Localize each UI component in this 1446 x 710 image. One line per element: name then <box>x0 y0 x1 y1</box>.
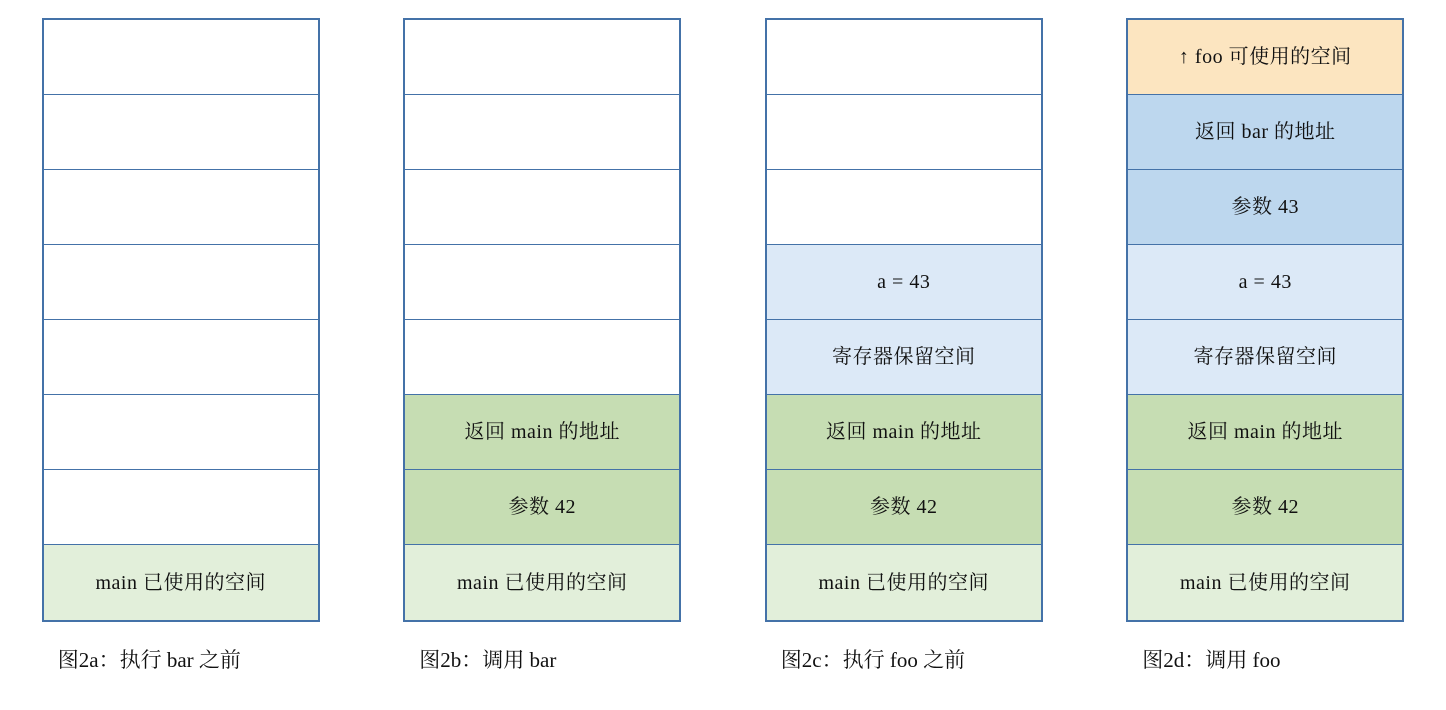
stack-cell <box>44 20 318 95</box>
stack-cell <box>44 245 318 320</box>
stack-cell <box>44 170 318 245</box>
stack-cell <box>405 245 679 320</box>
stack-cell <box>44 470 318 545</box>
panel-caption-fig2a: 图2a：执行 bar 之前 <box>57 648 241 672</box>
stack-cell-return-address: 返回 main 的地址 <box>1128 395 1402 470</box>
stack-frame-fig2c <box>765 18 1043 622</box>
stack-cell-foo-available-space: ↑ foo 可使用的空间 <box>1128 20 1402 95</box>
stack-frame-fig2b <box>403 18 681 622</box>
stack-cell <box>405 320 679 395</box>
stack-cell-argument-43: 参数 43 <box>1128 170 1402 245</box>
stack-cell <box>767 95 1041 170</box>
stack-frame-fig2d <box>1126 18 1404 622</box>
panel-caption-fig2c: 图2c：执行 foo 之前 <box>780 648 966 672</box>
stack-cell <box>405 20 679 95</box>
stack-panel-fig2d <box>1085 0 1446 710</box>
stack-panel-fig2b <box>362 0 724 710</box>
stack-cell-argument: 参数 42 <box>405 470 679 545</box>
stack-cell <box>44 95 318 170</box>
panel-caption-fig2d: 图2d：调用 foo <box>1142 648 1281 672</box>
stack-cell-main-used: main 已使用的空间 <box>767 545 1041 620</box>
stack-cell-local-variable: a = 43 <box>767 245 1041 320</box>
panel-caption-fig2b: 图2b：调用 bar <box>419 648 557 672</box>
stack-cell <box>44 320 318 395</box>
stack-cell-return-address: 返回 main 的地址 <box>767 395 1041 470</box>
stack-cell-return-address-bar: 返回 bar 的地址 <box>1128 95 1402 170</box>
stack-cell-argument: 参数 42 <box>767 470 1041 545</box>
stack-cell-main-used: main 已使用的空间 <box>44 545 318 620</box>
stack-cell-return-address: 返回 main 的地址 <box>405 395 679 470</box>
stack-cell <box>44 395 318 470</box>
stack-cell <box>405 95 679 170</box>
stack-panel-fig2c <box>723 0 1085 710</box>
stack-cell-argument: 参数 42 <box>1128 470 1402 545</box>
stack-frame-fig2a <box>42 18 320 622</box>
stack-cell-main-used: main 已使用的空间 <box>405 545 679 620</box>
stack-cell <box>405 170 679 245</box>
stack-cell-register-save-area: 寄存器保留空间 <box>767 320 1041 395</box>
stack-cell-main-used: main 已使用的空间 <box>1128 545 1402 620</box>
stack-cell <box>767 20 1041 95</box>
stack-cell <box>767 170 1041 245</box>
stack-panel-fig2a <box>0 0 362 710</box>
stack-cell-register-save-area: 寄存器保留空间 <box>1128 320 1402 395</box>
stack-cell-local-variable: a = 43 <box>1128 245 1402 320</box>
